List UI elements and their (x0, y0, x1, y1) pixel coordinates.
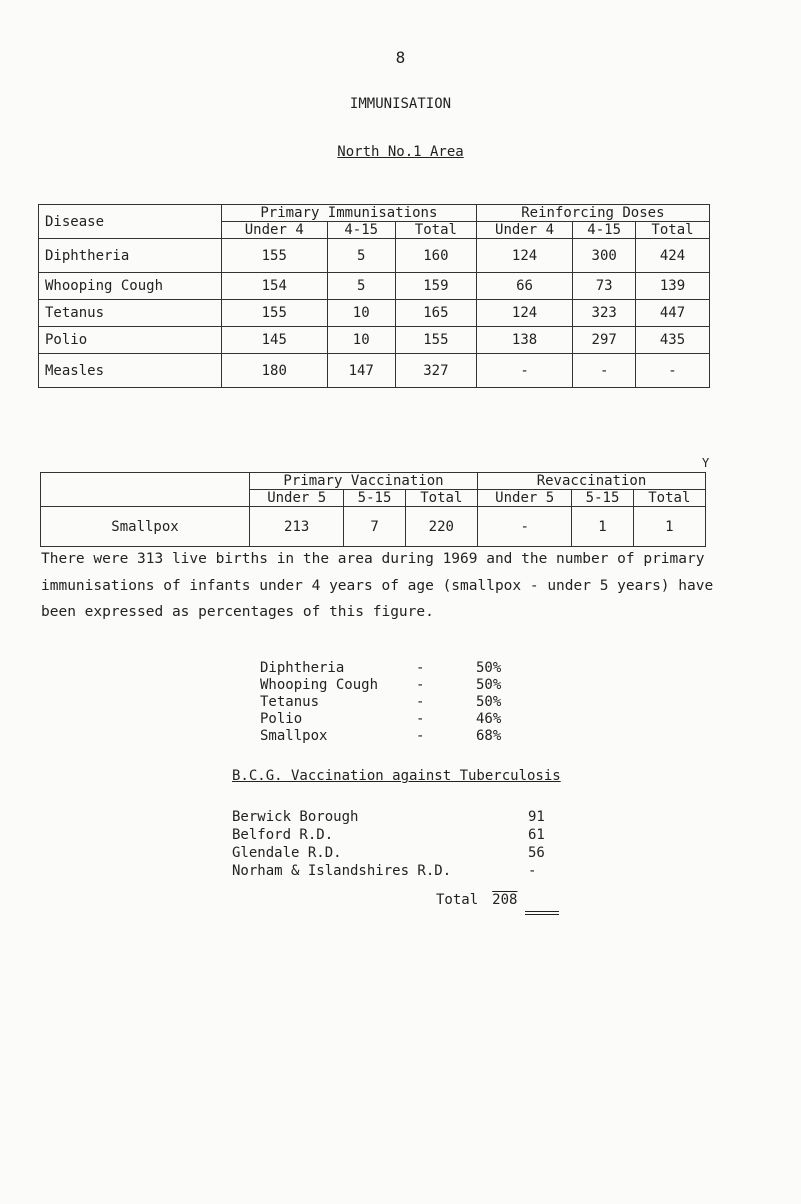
list-item (232, 844, 568, 862)
bcg-heading-text: B.C.G. Vaccination against Tuberculosis (232, 768, 561, 784)
item-label: Belford R.D. (232, 827, 334, 843)
cell: 10 (327, 327, 395, 354)
cell: 160 (395, 239, 476, 273)
cell: - (635, 354, 709, 388)
cell: 180 (222, 354, 328, 388)
cell: 139 (635, 273, 709, 300)
subheader: Under 4 (222, 222, 328, 239)
item-value: 50% (476, 694, 502, 710)
bcg-list (232, 808, 568, 880)
row-label: Smallpox (41, 507, 250, 547)
item-separator: - (416, 694, 425, 710)
header-primary-immunisations: Primary Immunisations (222, 205, 477, 222)
total-double-underline (525, 911, 559, 915)
page-number: 8 (395, 48, 406, 67)
subheader: Total (635, 222, 709, 239)
total-label: Total (436, 892, 479, 908)
header-reinforcing-doses: Reinforcing Doses (476, 205, 709, 222)
item-value: 91 (528, 809, 545, 825)
cell: - (477, 507, 571, 547)
subheader: 5-15 (572, 490, 633, 507)
item-value: 61 (528, 827, 545, 843)
item-separator: - (416, 677, 425, 693)
cell: 165 (395, 300, 476, 327)
cell: 155 (222, 300, 328, 327)
item-value: - (528, 863, 537, 879)
list-item (232, 826, 568, 844)
cell: 300 (573, 239, 636, 273)
page-title: IMMUNISATION (349, 96, 452, 112)
header-revaccination: Revaccination (477, 473, 705, 490)
cell: 1 (572, 507, 633, 547)
item-separator: - (416, 728, 425, 744)
row-label: Whooping Cough (39, 273, 222, 300)
cell: 10 (327, 300, 395, 327)
cell: 5 (327, 273, 395, 300)
header-primary-vaccination: Primary Vaccination (250, 473, 478, 490)
subheader: Total (395, 222, 476, 239)
cell: 155 (222, 239, 328, 273)
list-item (232, 862, 568, 880)
cell: 1 (633, 507, 705, 547)
item-value: 50% (476, 677, 502, 693)
item-label: Whooping Cough (260, 677, 379, 693)
subheader: Under 5 (250, 490, 344, 507)
cell: 124 (476, 239, 573, 273)
item-label: Berwick Borough (232, 809, 359, 825)
cell: - (573, 354, 636, 388)
cell: 66 (476, 273, 573, 300)
item-label: Tetanus (260, 694, 320, 710)
item-value: 68% (476, 728, 502, 744)
subheader: Under 5 (477, 490, 571, 507)
list-item (260, 660, 501, 677)
list-item (260, 694, 501, 711)
cell: 7 (344, 507, 405, 547)
stray-mark: Y (702, 456, 710, 470)
item-label: Diphtheria (260, 660, 345, 676)
immunisation-table (38, 204, 710, 388)
cell: 220 (405, 507, 477, 547)
item-value: 50% (476, 660, 502, 676)
subtitle-text: North No.1 Area (337, 144, 464, 160)
subheader: Total (633, 490, 705, 507)
subheader: 4-15 (327, 222, 395, 239)
page-subtitle (0, 144, 801, 160)
header-disease: Disease (39, 205, 222, 239)
cell: 145 (222, 327, 328, 354)
percentages-list (260, 660, 501, 745)
cell: 447 (635, 300, 709, 327)
list-item (232, 808, 568, 826)
item-separator: - (416, 711, 425, 727)
item-separator: - (416, 660, 425, 676)
births-paragraph: There were 313 live births in the area during 1969 and the number of primary immunisations of infants under 4 years of age (smallpox - under 5 years) have been expressed as percentages of this figure. (41, 551, 714, 620)
cell: 5 (327, 239, 395, 273)
cell: - (476, 354, 573, 388)
header-blank (41, 473, 250, 507)
cell: 297 (573, 327, 636, 354)
cell: 435 (635, 327, 709, 354)
bcg-heading (232, 768, 561, 784)
cell: 327 (395, 354, 476, 388)
subheader: Under 4 (476, 222, 573, 239)
list-item (260, 711, 501, 728)
item-label: Norham & Islandshires R.D. (232, 863, 452, 879)
subheader: 5-15 (344, 490, 405, 507)
cell: 147 (327, 354, 395, 388)
cell: 124 (476, 300, 573, 327)
item-label: Smallpox (260, 728, 328, 744)
cell: 159 (395, 273, 476, 300)
cell: 323 (573, 300, 636, 327)
cell: 138 (476, 327, 573, 354)
cell: 424 (635, 239, 709, 273)
cell: 213 (250, 507, 344, 547)
bcg-total (436, 892, 517, 908)
item-value: 46% (476, 711, 502, 727)
row-label: Tetanus (39, 300, 222, 327)
total-value: 208 (492, 892, 518, 908)
row-label: Measles (39, 354, 222, 388)
list-item (260, 677, 501, 694)
row-label: Polio (39, 327, 222, 354)
item-value: 56 (528, 845, 545, 861)
item-label: Glendale R.D. (232, 845, 342, 861)
item-label: Polio (260, 711, 303, 727)
cell: 154 (222, 273, 328, 300)
smallpox-table (40, 472, 706, 547)
list-item (260, 728, 501, 745)
subheader: Total (405, 490, 477, 507)
row-label: Diphtheria (39, 239, 222, 273)
subheader: 4-15 (573, 222, 636, 239)
cell: 73 (573, 273, 636, 300)
cell: 155 (395, 327, 476, 354)
